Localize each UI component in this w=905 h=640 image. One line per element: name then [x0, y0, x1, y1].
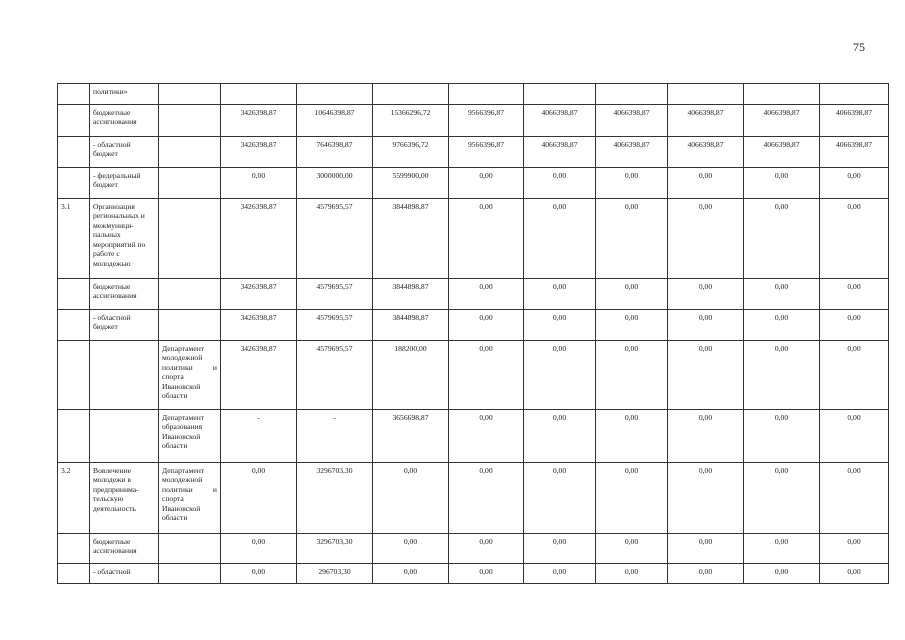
- amount-cell: 0,00: [668, 199, 744, 279]
- executor-cell: [159, 137, 221, 168]
- amount-cell: 3426398,87: [221, 310, 297, 341]
- amount-cell: 0,00: [668, 341, 744, 410]
- row-number-cell: [58, 84, 90, 105]
- amount-cell: 3426398,87: [221, 341, 297, 410]
- amount-cell: 0,00: [596, 199, 668, 279]
- amount-cell: [668, 84, 744, 105]
- amount-cell: 0,00: [744, 564, 820, 584]
- amount-cell: 9566396,87: [449, 105, 524, 137]
- amount-cell: [449, 84, 524, 105]
- amount-cell: 0,00: [524, 199, 596, 279]
- amount-cell: 0,00: [596, 564, 668, 584]
- row-number-cell: [58, 137, 90, 168]
- row-number-cell: 3.1: [58, 199, 90, 279]
- row-number-cell: [58, 341, 90, 410]
- amount-cell: [596, 84, 668, 105]
- executor-cell: Департамент молодежной политики и спорта Ивановской области: [159, 463, 221, 534]
- amount-cell: 4066398,87: [596, 105, 668, 137]
- amount-cell: 4066398,87: [668, 137, 744, 168]
- amount-cell: 3844898,87: [373, 199, 449, 279]
- amount-cell: 4579695,57: [297, 310, 373, 341]
- amount-cell: 0,00: [373, 564, 449, 584]
- amount-cell: 0,00: [373, 534, 449, 564]
- amount-cell: 0,00: [820, 199, 889, 279]
- amount-cell: 4066398,87: [820, 105, 889, 137]
- table-row: [58, 463, 889, 534]
- amount-cell: 0,00: [221, 168, 297, 199]
- amount-cell: 4066398,87: [524, 105, 596, 137]
- amount-cell: 0,00: [596, 341, 668, 410]
- item-name-cell: - областной бюджет: [90, 310, 159, 341]
- amount-cell: 0,00: [744, 534, 820, 564]
- table-row: [58, 105, 889, 137]
- item-name-cell: [90, 341, 159, 410]
- amount-cell: 4066398,87: [744, 137, 820, 168]
- amount-cell: 9766396,72: [373, 137, 449, 168]
- executor-cell: [159, 168, 221, 199]
- amount-cell: 0,00: [820, 310, 889, 341]
- table-row: [58, 168, 889, 199]
- executor-cell: [159, 105, 221, 137]
- amount-cell: 3426398,87: [221, 137, 297, 168]
- item-name-cell: - областной: [90, 564, 159, 584]
- amount-cell: [744, 84, 820, 105]
- executor-cell: [159, 199, 221, 279]
- amount-cell: 0,00: [449, 534, 524, 564]
- amount-cell: 0,00: [449, 341, 524, 410]
- table-row: [58, 84, 889, 105]
- amount-cell: 0,00: [596, 534, 668, 564]
- amount-cell: 3844898,87: [373, 310, 449, 341]
- amount-cell: 0,00: [449, 279, 524, 310]
- amount-cell: 0,00: [668, 463, 744, 534]
- amount-cell: 0,00: [449, 199, 524, 279]
- amount-cell: 0,00: [668, 310, 744, 341]
- table-row: [58, 137, 889, 168]
- row-number-cell: [58, 564, 90, 584]
- amount-cell: 10646398,87: [297, 105, 373, 137]
- amount-cell: -: [221, 410, 297, 463]
- executor-cell: [159, 310, 221, 341]
- executor-cell: [159, 279, 221, 310]
- executor-cell: [159, 534, 221, 564]
- page-number: 75: [853, 40, 865, 54]
- amount-cell: 0,00: [524, 341, 596, 410]
- amount-cell: 0,00: [744, 279, 820, 310]
- amount-cell: 4066398,87: [744, 105, 820, 137]
- amount-cell: 0,00: [820, 168, 889, 199]
- amount-cell: 0,00: [524, 564, 596, 584]
- amount-cell: 3296703,30: [297, 534, 373, 564]
- amount-cell: 0,00: [820, 564, 889, 584]
- amount-cell: 0,00: [449, 310, 524, 341]
- amount-cell: [820, 84, 889, 105]
- amount-cell: 296703,30: [297, 564, 373, 584]
- amount-cell: 0,00: [668, 534, 744, 564]
- item-name-cell: - федеральный бюджет: [90, 168, 159, 199]
- amount-cell: 0,00: [596, 279, 668, 310]
- amount-cell: 3296703,30: [297, 463, 373, 534]
- amount-cell: 0,00: [524, 410, 596, 463]
- amount-cell: 3426398,87: [221, 279, 297, 310]
- amount-cell: [297, 84, 373, 105]
- item-name-cell: бюджетные ассигнования: [90, 279, 159, 310]
- item-name-cell: Вовлечение молодежи в предпринима-тельскую деятельность: [90, 463, 159, 534]
- amount-cell: 0,00: [744, 410, 820, 463]
- item-name-cell: [90, 410, 159, 463]
- amount-cell: 0,00: [524, 310, 596, 341]
- budget-table: [57, 83, 889, 584]
- amount-cell: 3426398,87: [221, 105, 297, 137]
- amount-cell: 0,00: [524, 279, 596, 310]
- item-name-cell: политики»: [90, 84, 159, 105]
- executor-cell: Департамент молодежной политики и спорта Ивановской области: [159, 341, 221, 410]
- amount-cell: 3656698,87: [373, 410, 449, 463]
- amount-cell: 15366296,72: [373, 105, 449, 137]
- amount-cell: 0,00: [524, 168, 596, 199]
- amount-cell: 0,00: [449, 410, 524, 463]
- amount-cell: 4066398,87: [524, 137, 596, 168]
- row-number-cell: [58, 105, 90, 137]
- amount-cell: 7646398,87: [297, 137, 373, 168]
- table-row: [58, 279, 889, 310]
- amount-cell: 0,00: [820, 341, 889, 410]
- amount-cell: 9566396,87: [449, 137, 524, 168]
- item-name-cell: Организация региональных и межмуници-пальных мероприятий по работе с молодежью: [90, 199, 159, 279]
- amount-cell: 0,00: [820, 279, 889, 310]
- row-number-cell: [58, 410, 90, 463]
- amount-cell: 0,00: [744, 463, 820, 534]
- amount-cell: 0,00: [596, 410, 668, 463]
- amount-cell: 3844898,87: [373, 279, 449, 310]
- amount-cell: [524, 84, 596, 105]
- item-name-cell: бюджетные ассигнования: [90, 105, 159, 137]
- amount-cell: 4579695,57: [297, 279, 373, 310]
- table-row: [58, 199, 889, 279]
- amount-cell: 0,00: [596, 168, 668, 199]
- amount-cell: 0,00: [668, 279, 744, 310]
- amount-cell: 5599900,00: [373, 168, 449, 199]
- amount-cell: 0,00: [221, 534, 297, 564]
- amount-cell: 4066398,87: [668, 105, 744, 137]
- amount-cell: 0,00: [449, 564, 524, 584]
- amount-cell: [221, 84, 297, 105]
- amount-cell: 4579695,57: [297, 199, 373, 279]
- amount-cell: 0,00: [221, 564, 297, 584]
- amount-cell: 0,00: [221, 463, 297, 534]
- amount-cell: 0,00: [820, 463, 889, 534]
- amount-cell: 3000000,00: [297, 168, 373, 199]
- row-number-cell: [58, 310, 90, 341]
- table-row: [58, 534, 889, 564]
- amount-cell: 0,00: [524, 534, 596, 564]
- executor-cell: [159, 564, 221, 584]
- executor-cell: Департамент образования Ивановской области: [159, 410, 221, 463]
- table-row: [58, 310, 889, 341]
- amount-cell: [373, 84, 449, 105]
- row-number-cell: [58, 534, 90, 564]
- amount-cell: 0,00: [744, 310, 820, 341]
- row-number-cell: 3.2: [58, 463, 90, 534]
- table-row: [58, 564, 889, 584]
- amount-cell: 4579695,57: [297, 341, 373, 410]
- amount-cell: 0,00: [596, 310, 668, 341]
- amount-cell: 0,00: [524, 463, 596, 534]
- amount-cell: 0,00: [449, 168, 524, 199]
- row-number-cell: [58, 279, 90, 310]
- amount-cell: 0,00: [744, 341, 820, 410]
- amount-cell: 188200,00: [373, 341, 449, 410]
- table-row: [58, 341, 889, 410]
- amount-cell: 4066398,87: [596, 137, 668, 168]
- amount-cell: 0,00: [820, 410, 889, 463]
- item-name-cell: - областной бюджет: [90, 137, 159, 168]
- amount-cell: 0,00: [596, 463, 668, 534]
- amount-cell: 0,00: [449, 463, 524, 534]
- amount-cell: 0,00: [744, 199, 820, 279]
- amount-cell: 3426398,87: [221, 199, 297, 279]
- amount-cell: 0,00: [668, 564, 744, 584]
- amount-cell: 0,00: [373, 463, 449, 534]
- amount-cell: 4066398,87: [820, 137, 889, 168]
- item-name-cell: бюджетные ассигнования: [90, 534, 159, 564]
- row-number-cell: [58, 168, 90, 199]
- amount-cell: 0,00: [668, 410, 744, 463]
- executor-cell: [159, 84, 221, 105]
- amount-cell: 0,00: [820, 534, 889, 564]
- table-row: [58, 410, 889, 463]
- amount-cell: -: [297, 410, 373, 463]
- amount-cell: 0,00: [744, 168, 820, 199]
- amount-cell: 0,00: [668, 168, 744, 199]
